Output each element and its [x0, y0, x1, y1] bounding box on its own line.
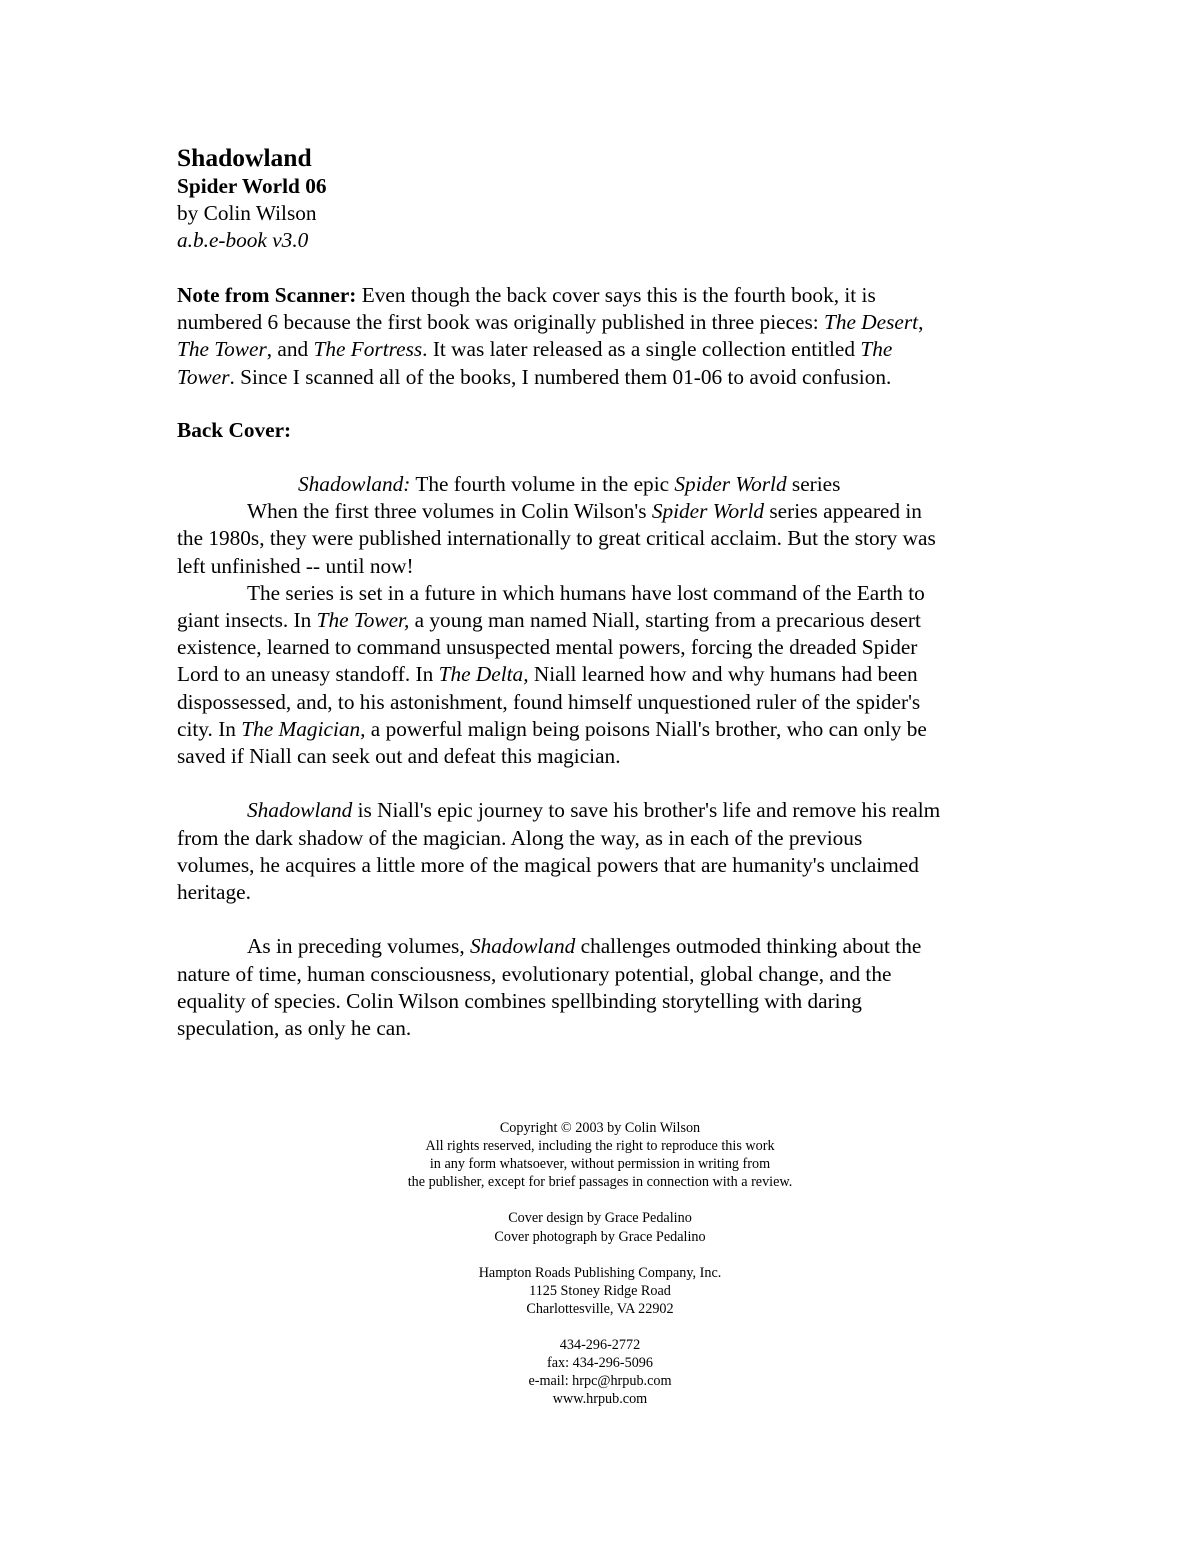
author-line: by Colin Wilson — [177, 201, 317, 226]
publisher-street: 1125 Stoney Ridge Road — [529, 1282, 671, 1299]
paragraph-gap — [177, 770, 1037, 797]
paragraph-2-line-3: existence, learned to command unsuspected mental powers, forcing the dreaded Spider — [177, 635, 918, 660]
note-label: Note from Scanner: — [177, 283, 357, 307]
rights-line-3: the publisher, except for brief passages in connection with a review. — [407, 1174, 793, 1191]
edition-line — [177, 227, 1037, 254]
paragraph-4-line-1: As in preceding volumes, Shadowland challenges outmoded thinking about the — [247, 934, 922, 959]
colophon — [300, 1119, 900, 1409]
note-line-1: Note from Scanner: Even though the back cover says this is the fourth book, it is — [177, 283, 876, 307]
book-title: Shadowland — [177, 143, 312, 172]
tagline: Shadowland: The fourth volume in the epic Spider World series — [298, 472, 841, 496]
back-cover-heading-block — [177, 417, 1037, 444]
publisher-email: e-mail: hrpc@hrpub.com — [528, 1373, 672, 1390]
paragraph-gap — [177, 906, 1037, 933]
scanner-note — [177, 282, 1037, 391]
colophon-gap — [300, 1246, 900, 1264]
back-cover-text — [177, 471, 1037, 1042]
publisher-city: Charlottesville, VA 22902 — [526, 1300, 674, 1317]
cover-photo-credit: Cover photograph by Grace Pedalino — [494, 1228, 706, 1245]
publisher-fax: fax: 434-296-5096 — [547, 1355, 653, 1372]
rights-line-2: in any form whatsoever, without permission in writing from — [429, 1156, 771, 1173]
paragraph-1-line-2: the 1980s, they were published internationally to great critical acclaim. But the story was — [177, 526, 936, 551]
note-line-2: numbered 6 because the first book was originally published in three pieces: The Desert, — [177, 310, 924, 335]
cover-design-credit: Cover design by Grace Pedalino — [508, 1210, 692, 1227]
paragraph-2-line-5: dispossessed, and, to his astonishment, found himself unquestioned ruler of the spider's — [177, 689, 921, 714]
series-subtitle: Spider World 06 — [177, 174, 327, 198]
back-cover-heading: Back Cover: — [177, 418, 292, 442]
paragraph-4-line-2: nature of time, human consciousness, evolutionary potential, global change, and the — [177, 961, 892, 986]
paragraph-2-line-2: giant insects. In The Tower, a young man named Niall, starting from a precarious desert — [177, 608, 921, 633]
colophon-gap — [300, 1318, 900, 1336]
paragraph-4-line-4: speculation, as only he can. — [177, 1016, 412, 1041]
copyright-line: Copyright © 2003 by Colin Wilson — [499, 1120, 701, 1136]
colophon-gap — [300, 1191, 900, 1209]
paragraph-2-line-7: saved if Niall can seek out and defeat this magician. — [177, 744, 621, 769]
paragraph-3-line-4: heritage. — [177, 880, 251, 905]
paragraph-2-line-6: city. In The Magician, a powerful malign being poisons Niall's brother, who can only be — [177, 716, 927, 741]
edition-text: a.b.e-book v3.0 — [177, 228, 309, 253]
publisher-website: www.hrpub.com — [552, 1391, 648, 1408]
paragraph-4-line-3: equality of species. Colin Wilson combines spellbinding storytelling with daring — [177, 988, 862, 1013]
paragraph-1-line-1: When the first three volumes in Colin Wilson's Spider World series appeared in — [247, 499, 922, 524]
publisher-phone: 434-296-2772 — [559, 1337, 641, 1354]
rights-line-1: All rights reserved, including the right to reproduce this work — [425, 1138, 775, 1155]
paragraph-3-line-1: Shadowland is Niall's epic journey to save his brother's life and remove his realm — [247, 798, 941, 823]
paragraph-3-line-3: volumes, he acquires a little more of the magical powers that are humanity's unclaimed — [177, 852, 919, 877]
note-line-4: Tower. Since I scanned all of the books, I numbered them 01-06 to avoid confusion. — [177, 364, 892, 389]
paragraph-1-line-3: left unfinished -- until now! — [177, 553, 414, 578]
note-line-3: The Tower, and The Fortress. It was later released as a single collection entitled The — [177, 337, 893, 362]
paragraph-3-line-2: from the dark shadow of the magician. Along the way, as in each of the previous — [177, 825, 863, 850]
publisher-name: Hampton Roads Publishing Company, Inc. — [478, 1264, 722, 1281]
paragraph-2-line-1: The series is set in a future in which humans have lost command of the Earth to — [247, 580, 925, 605]
paragraph-2-line-4: Lord to an uneasy standoff. In The Delta, Niall learned how and why humans had been — [177, 662, 918, 687]
title-block — [177, 143, 1037, 255]
